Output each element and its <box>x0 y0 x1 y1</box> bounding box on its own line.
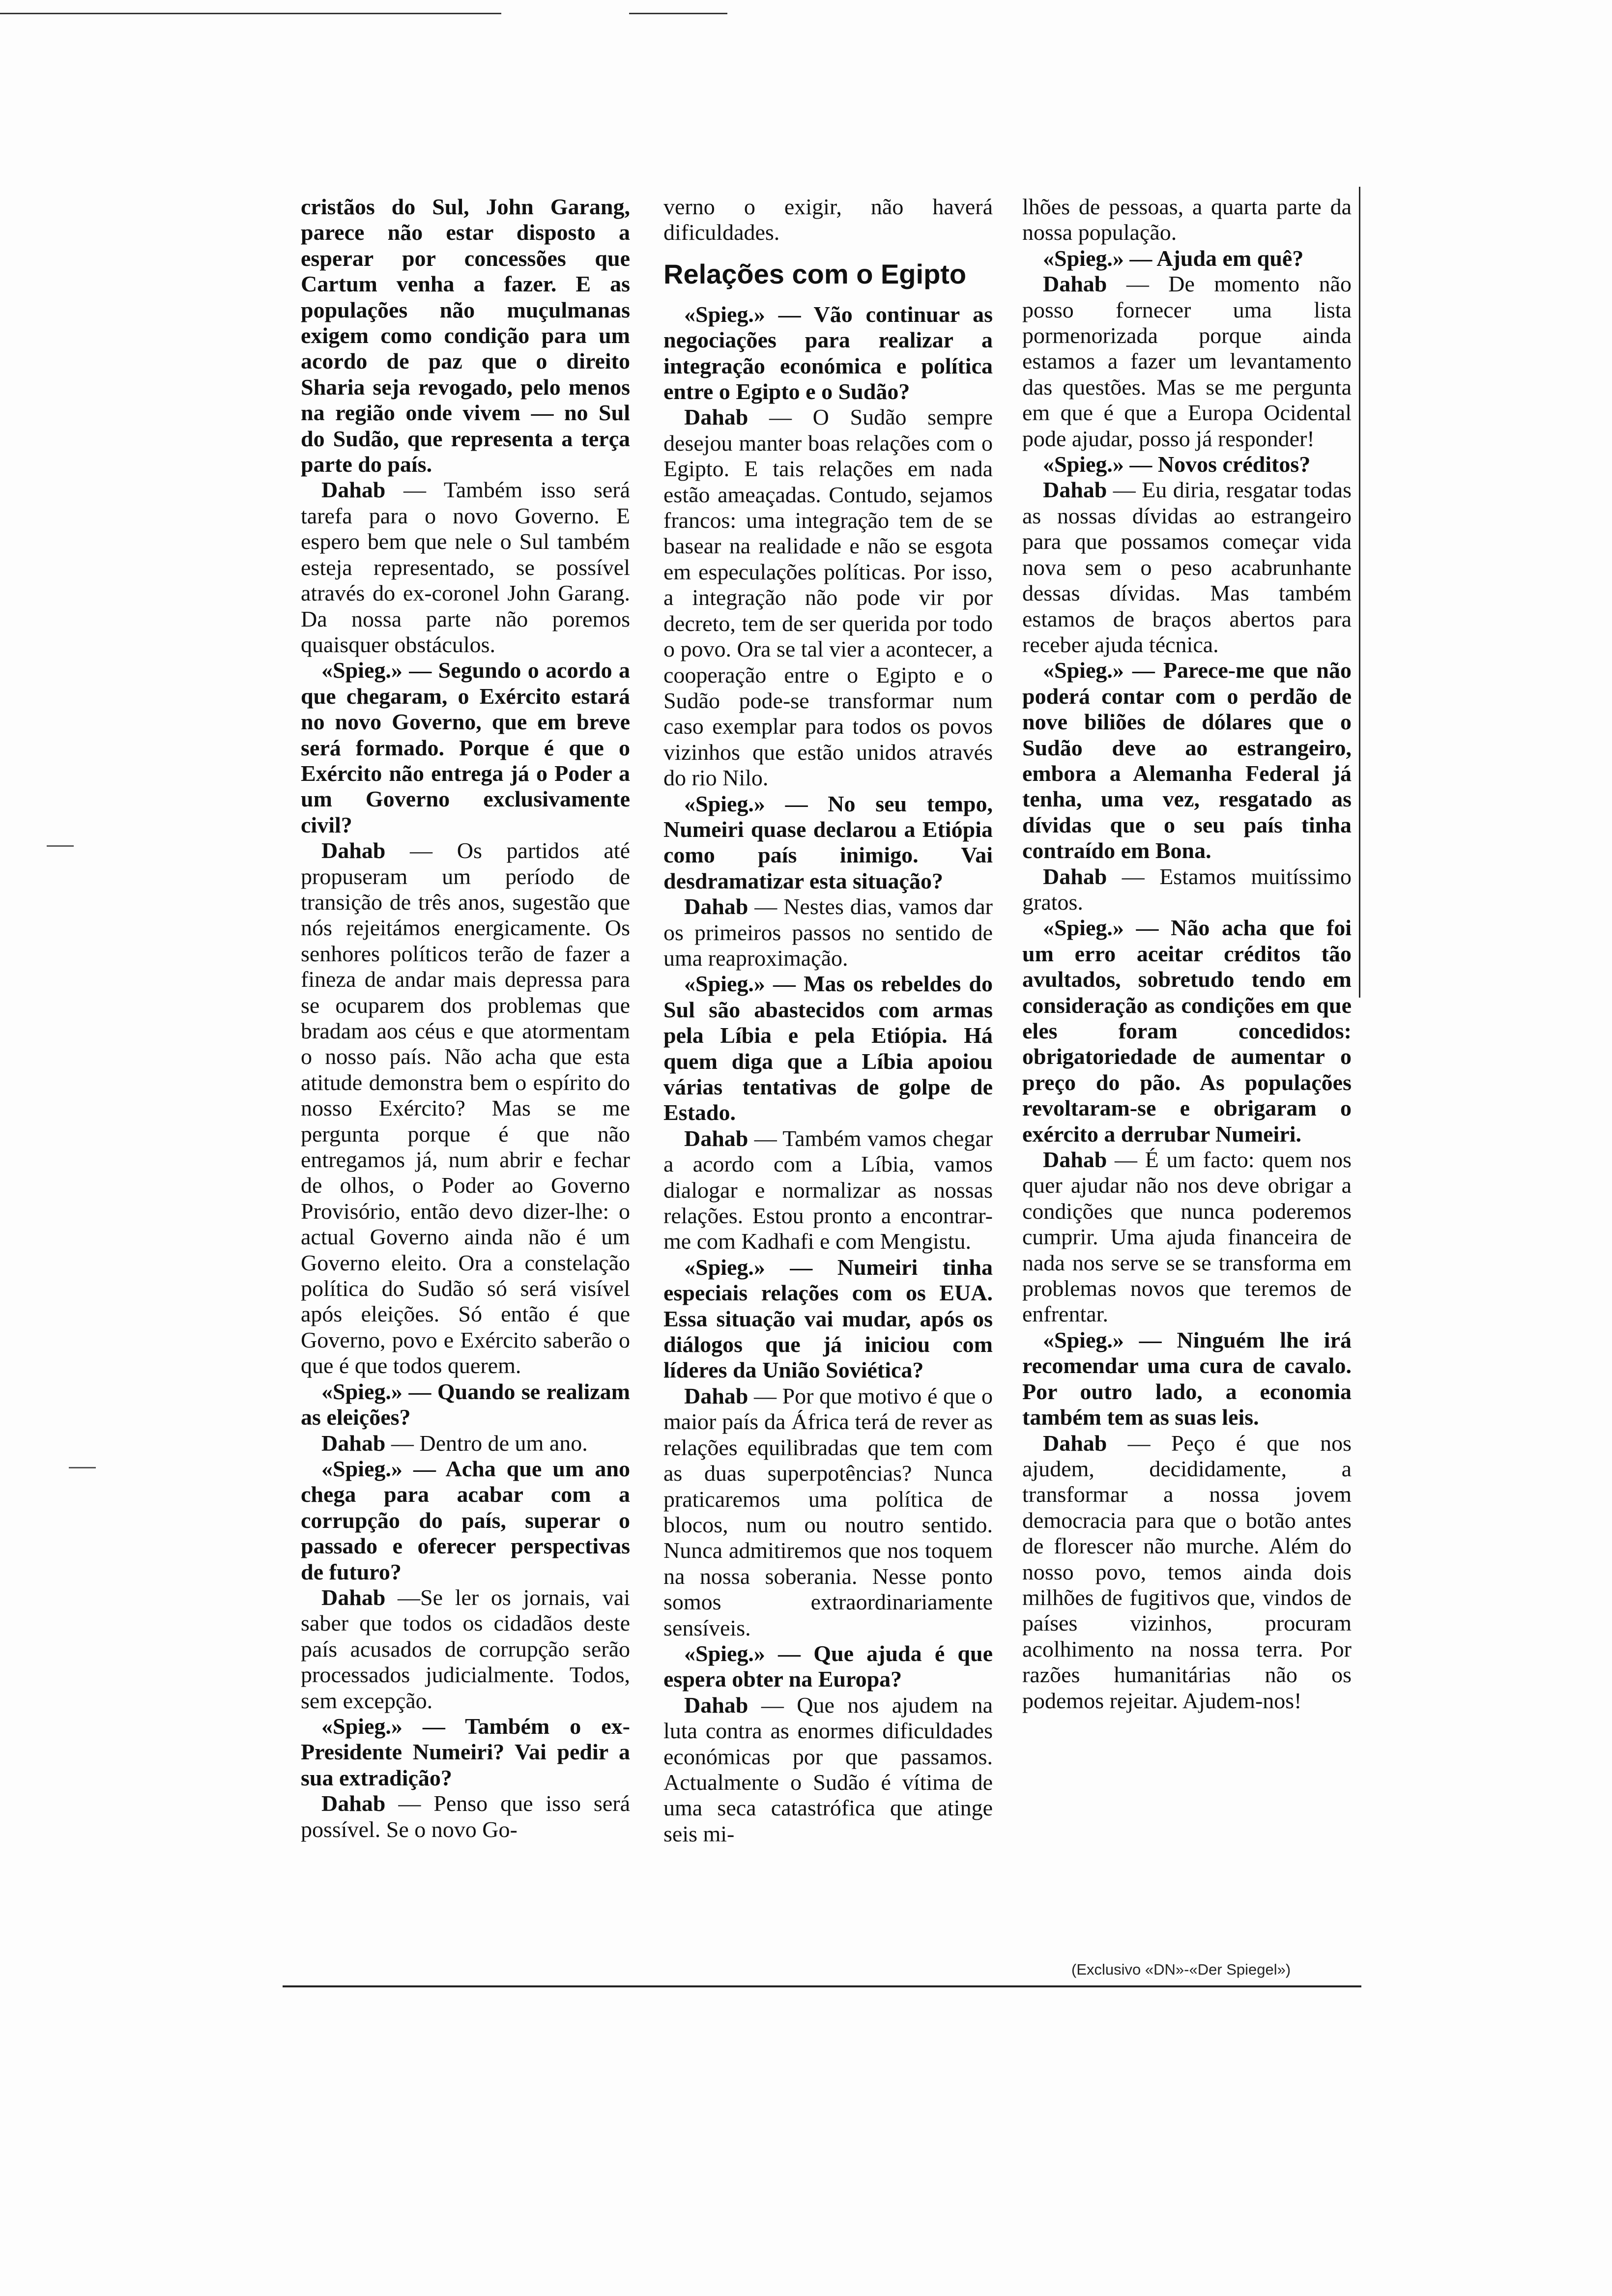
paragraph-text: «Spieg.» — Vão continuar as negociações para realizar a integração económica e política entre o Egipto e o Sudão? <box>663 301 993 404</box>
paragraph-text: —Se ler os jornais, vai saber que todos os cidadãos deste país acusados de corrupção serão processados judicialmente. Todos, sem excepção. <box>301 1584 630 1713</box>
interview-question <box>663 302 993 405</box>
article-column-1 <box>301 194 630 1842</box>
paragraph-text: «Spieg.» — Parece-me que não poderá contar com o perdão de nove biliões de dólares que o Sudão deve ao estrangeiro, embora a Alemanha Federal já tenha, uma vez, resgatado as dívidas que o seu país tinha contraído em Bona. <box>1022 658 1352 863</box>
paragraph-text: — Peço é que nos ajudem, decididamente, a transformar a nossa jovem democracia para que o botão antes de florescer não murche. Além do nosso povo, temos ainda dois milhões de fugitivos que, vindos de países vizinhos, procuram acolhimento na nossa terra. Por razões humanitárias não os podemos rejeitar. Ajudem-nos! <box>1022 1430 1352 1713</box>
paragraph-text: «Spieg.» — Também o ex-Presidente Numeiri? Vai pedir a sua extradição? <box>301 1713 630 1790</box>
paragraph-text: «Spieg.» — Quando se realizam as eleições? <box>301 1378 630 1430</box>
interview-answer <box>663 1383 993 1641</box>
paragraph-text: «Spieg.» — Ajuda em quê? <box>1043 245 1304 271</box>
paragraph-text: cristãos do Sul, John Garang, parece não estar disposto a esperar por concessões que Cartum venha a fazer. E as populações não muçulmanas exigem como condição para um acordo de paz que o direito Sharia seja revogado, pelo menos na região onde vivem — no Sul do Sudão, que representa a terça parte do país. <box>301 194 630 477</box>
interview-question <box>1022 658 1352 863</box>
interview-question <box>663 971 993 1125</box>
interview-question <box>663 791 993 894</box>
interview-answer <box>301 1791 630 1842</box>
interview-answer <box>663 194 993 246</box>
interview-answer <box>1022 864 1352 916</box>
paragraph-text: «Spieg.» — Numeiri tinha especiais relações com os EUA. Essa situação vai mudar, após os diálogos que já iniciou com líderes da União Soviética? <box>663 1254 993 1383</box>
interview-question <box>301 194 630 477</box>
paragraph-text: — Eu diria, resgatar todas as nossas dívidas ao estrangeiro para que possamos começar vida nova sem o peso acabrunhante dessas dívidas. Mas também estamos de braços abertos para receber ajuda técnica. <box>1022 477 1352 657</box>
paragraph-text: — É um facto: quem nos quer ajudar não nos deve obrigar a condições que nunca poderemos cumprir. Uma ajuda financeira de nada nos serve se se transforma em problemas novos que teremos de enfrentar. <box>1022 1147 1352 1327</box>
paragraph-text: «Spieg.» — No seu tempo, Numeiri quase declarou a Etiópia como país inimigo. Vai desdramatizar esta situação? <box>663 791 993 893</box>
interview-answer <box>663 894 993 971</box>
interview-question <box>301 1714 630 1791</box>
interview-question <box>301 1456 630 1585</box>
speaker-name: Dahab <box>684 404 748 430</box>
interview-answer <box>663 404 993 791</box>
paragraph-text: — Penso que isso será possível. Se o novo Go- <box>301 1791 630 1842</box>
source-credit: (Exclusivo «DN»-«Der Spiegel») <box>1071 1961 1291 1978</box>
paragraph-text: — Nestes dias, vamos dar os primeiros passos no sentido de uma reaproximação. <box>663 894 993 971</box>
interview-answer <box>663 1126 993 1255</box>
paragraph-text: «Spieg.» — Segundo o acordo a que chegaram, o Exército estará no novo Governo, que em breve será formado. Porque é que o Exército não entrega já o Poder a um Governo exclusivamente civil? <box>301 658 630 837</box>
paragraph-text: — De momento não posso fornecer uma lista pormenorizada porque ainda estamos a fazer um levantamento das questões. Mas se me pergunta em que é que a Europa Ocidental pode ajudar, posso já responder! <box>1022 271 1352 451</box>
speaker-name: Dahab <box>321 838 386 863</box>
section-heading: Relações com o Egipto <box>663 258 967 289</box>
interview-answer <box>301 1585 630 1714</box>
paragraph-text: — Também vamos chegar a acordo com a Líbia, vamos dialogar e normalizar as nossas relações. Estou pronto a encontrar-me com Kadhafi e com Mengistu. <box>663 1125 993 1254</box>
column-rule <box>1359 187 1360 998</box>
interview-question <box>1022 915 1352 1147</box>
margin-mark <box>69 1467 96 1468</box>
speaker-name: Dahab <box>1043 1147 1107 1173</box>
speaker-name: Dahab <box>1043 1430 1107 1456</box>
speaker-name: Dahab <box>684 1125 748 1151</box>
article-column-3 <box>1022 194 1352 1714</box>
top-rule-right <box>629 13 727 14</box>
paragraph-text: lhões de pessoas, a quarta parte da nossa população. <box>1022 194 1352 245</box>
bottom-rule <box>283 1985 1361 1987</box>
paragraph-text: — Por que motivo é que o maior país da África terá de rever as relações equilibradas que tem com as duas superpotências? Nunca praticaremos uma política de blocos, num ou noutro sentido. Nunca admitiremos que nos toquem na nossa soberania. Nesse ponto somos extraordinariamente sensíveis. <box>663 1383 993 1640</box>
speaker-name: Dahab <box>321 1584 386 1610</box>
interview-answer <box>301 1431 630 1456</box>
paragraph-text: verno o exigir, não haverá dificuldades. <box>663 194 993 245</box>
interview-answer <box>1022 271 1352 452</box>
paragraph-text: — O Sudão sempre desejou manter boas relações com o Egipto. E tais relações em nada estão ameaçadas. Contudo, sejamos francos: uma integração tem de se basear na realidade e não se esgota em especulações políticas. Por isso, a integração não pode vir por decreto, tem de ser querida por todo o povo. Ora se tal vier a acontecer, a cooperação entre o Egipto e o Sudão pode-se transformar num caso exemplar para todos os povos vizinhos que estão unidos através do rio Nilo. <box>663 404 993 791</box>
interview-answer <box>1022 477 1352 658</box>
interview-answer <box>663 1693 993 1847</box>
interview-answer <box>301 838 630 1379</box>
top-rule-left <box>0 13 501 14</box>
interview-question <box>301 658 630 838</box>
speaker-name: Dahab <box>321 477 386 503</box>
interview-answer <box>1022 1147 1352 1327</box>
paragraph-text: «Spieg.» — Que ajuda é que espera obter na Europa? <box>663 1640 993 1692</box>
paragraph-text: — Também isso será tarefa para o novo Governo. E espero bem que nele o Sul também esteja representado, se possível através do ex-coronel John Garang. Da nossa parte não poremos quaisquer obstáculos. <box>301 477 630 657</box>
interview-answer <box>1022 1431 1352 1714</box>
paragraph-text: — Os partidos até propuseram um período de transição de três anos, sugestão que nós rejeitámos energicamente. Os senhores políticos terão de fazer a fineza de andar mais depressa para se ocuparem dos problemas que bradam aos céus e que atormentam o nosso país. Não acha que esta atitude demonstra bem o espírito do nosso Exército? Mas se me pergunta porque é que não entregamos já, num abrir e fechar de olhos, o Poder ao Governo Provisório, então devo dizer-lhe: o actual Governo ainda não é um Governo eleito. Ora a constelação política do Sudão só será visível após eleições. Só então é que Governo, povo e Exército saberão o que é que todos querem. <box>301 838 630 1378</box>
paragraph-text: — Que nos ajudem na luta contra as enormes dificuldades económicas por que passamos. Actualmente o Sudão é vítima de uma seca catastrófica que atinge seis mi- <box>663 1692 993 1846</box>
speaker-name: Dahab <box>321 1430 386 1456</box>
paragraph-text: — Estamos muitíssimo gratos. <box>1022 863 1352 915</box>
interview-question <box>1022 452 1352 477</box>
paragraph-text: «Spieg.» — Não acha que foi um erro aceitar créditos tão avultados, sobretudo tendo em consideração as condições em que eles foram concedidos: obrigatoriedade de aumentar o preço do pão. As populações revoltaram-se e obrigaram o exército a derrubar Numeiri. <box>1022 915 1352 1147</box>
speaker-name: Dahab <box>684 1383 748 1408</box>
speaker-name: Dahab <box>1043 271 1107 297</box>
paragraph-text: — Dentro de um ano. <box>385 1430 588 1456</box>
speaker-name: Dahab <box>684 894 748 919</box>
speaker-name: Dahab <box>321 1791 386 1816</box>
interview-question <box>663 1641 993 1693</box>
paragraph-text: «Spieg.» — Acha que um ano chega para acabar com a corrupção do país, superar o passado e oferecer perspectivas de futuro? <box>301 1456 630 1584</box>
speaker-name: Dahab <box>684 1692 748 1718</box>
article-column-2 <box>663 194 993 1847</box>
interview-answer <box>1022 194 1352 246</box>
interview-question <box>301 1379 630 1431</box>
paragraph-text: «Spieg.» — Mas os rebeldes do Sul são abastecidos com armas pela Líbia e pela Etiópia. Há quem diga que a Líbia apoiou várias tentativas de golpe de Estado. <box>663 971 993 1125</box>
interview-question <box>1022 246 1352 271</box>
interview-question <box>663 1255 993 1383</box>
paragraph-text: «Spieg.» — Novos créditos? <box>1043 452 1311 477</box>
speaker-name: Dahab <box>1043 477 1107 503</box>
interview-answer <box>301 477 630 658</box>
interview-question <box>1022 1327 1352 1431</box>
paragraph-text: «Spieg.» — Ninguém lhe irá recomendar uma cura de cavalo. Por outro lado, a economia também tem as suas leis. <box>1022 1327 1352 1430</box>
speaker-name: Dahab <box>1043 863 1107 889</box>
margin-mark <box>47 845 74 847</box>
